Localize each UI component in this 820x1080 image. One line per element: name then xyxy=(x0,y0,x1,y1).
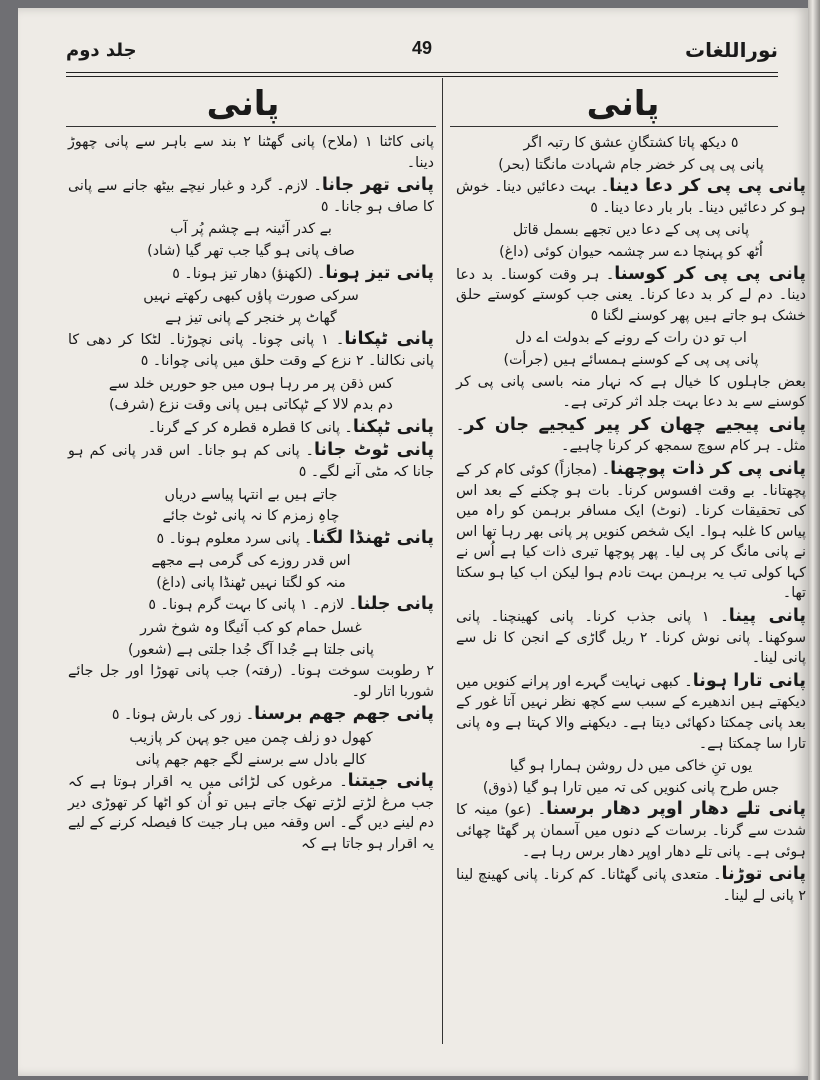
entry-term: پانی جلنا xyxy=(357,594,434,615)
verse-line: غسل حمام کو کب آئیگا وہ شوخ شرر xyxy=(140,620,362,637)
verse-line: یوں تنِ خاکی میں دل روشن ہمارا ہو گیا xyxy=(509,758,753,775)
entry-definition: ۔ (مجازاً) کوئی کام کر کے پچھتانا۔ بے وقت افسوس کرنا۔ بات ہو چکنے کے بعد اس کی تحقیقات کرنا۔ (نوٹ) ایک مسافر برہمن کو راہ میں پیاس کا غلبہ ہوا۔ ایک شخص کنویں پر پانی بھر رہا تھا اس نے پانی مانگ کر پی لیا۔ پھر پوچھا تیری ذات کیا ہے اُس نے کہا کولی تب یہ برہمن بہت نادم ہوا لیکن اب کیا ہو سکتا تھا۔ xyxy=(456,461,806,602)
entry-term: پانی ٹپکانا xyxy=(344,329,434,350)
left-column-heading: پانی xyxy=(206,84,280,124)
entry-term: پانی پی کر ذات پوچھنا xyxy=(610,458,806,479)
dictionary-entry xyxy=(68,263,434,285)
verse-line: چاہِ زمزم کا نہ پانی ٹوٹ جائے xyxy=(162,508,340,525)
verse-line: جس طرح پانی کنویں کی تہ میں تارا ہو گیا (ذوق) xyxy=(482,779,780,796)
entry-term: پانی تھر جانا xyxy=(321,175,434,196)
verse-line: صاف پانی ہو گیا جب تھر گیا (شاد) xyxy=(147,242,355,259)
dictionary-entry xyxy=(68,417,434,439)
entry-definition: ۔ لازم۔ گرد و غبار نیچے بیٹھ جانے سے پانی کا صاف ہو جانا۔ ٥ xyxy=(68,178,434,215)
verse-line: کھول دو زلف چمن میں جو پہن کر پازیب xyxy=(129,730,373,747)
dictionary-entry xyxy=(68,175,434,217)
page-header xyxy=(66,36,778,70)
dictionary-entry xyxy=(68,440,434,482)
dictionary-page xyxy=(18,8,808,1076)
entry-term: پانی پی پی کر دعا دینا xyxy=(609,176,806,197)
entry-definition: ۔ پانی سرد معلوم ہونا۔ ٥ xyxy=(156,530,313,547)
right-column xyxy=(456,132,806,908)
right-column-heading: پانی xyxy=(586,84,660,124)
verse-line: پانی پی پی کے کوسنے ہمسائے ہیں (جرأت) xyxy=(503,351,759,368)
dictionary-entry xyxy=(68,528,434,550)
entry-term: پانی توڑنا xyxy=(721,864,806,885)
dictionary-entry xyxy=(456,415,806,457)
book-title: نوراللغات xyxy=(685,38,778,62)
verse-line: منہ کو لگتا نہیں ٹھنڈا پانی (داغ) xyxy=(156,574,346,591)
verse-line: پانی پی پی کر خضر جام شہادت مانگتا (بحر) xyxy=(498,156,764,173)
entry-term: پانی جھم جھم برسنا xyxy=(254,704,434,725)
entry-definition: ۔ پانی کم ہو جانا۔ اس قدر پانی کم ہو جانا کہ مٹی آنے لگے۔ ٥ xyxy=(68,443,434,480)
entry-definition: ۔ ہر وقت کوسنا۔ بد دعا دینا۔ دم لے کر بد دعا کرنا۔ یعنی جب کوستے کوستے حلق خشک ہو جاتے ہیں پھر کوسنے لگنا ٥ xyxy=(456,266,806,324)
entry-term: پانی ٹوٹ جانا xyxy=(313,440,434,461)
dictionary-entry xyxy=(456,176,806,218)
entry-term: پانی ٹھنڈا لگنا xyxy=(312,527,434,548)
entry-term: پانی پی پی کر کوسنا xyxy=(614,263,806,284)
verse-line: جاتے ہیں بے انتہا پیاسے دریاں xyxy=(164,486,338,503)
entry-definition: ۔ مثل۔ ہر کام سوچ سمجھ کر کرنا چاہیے۔ xyxy=(456,417,806,455)
entry-definition: ۔ مرغوں کی لڑائی میں یہ اقرار ہوتا ہے کہ جب مرغ لڑتے لڑتے تھک جاتے ہیں تو اُن کو اٹھا کر تھوڑی دیر دم لینے دیں گے۔ اس وقفہ میں ہار جیت کا فیصلہ کرنے کے لیے یہ اقرار ہو جاتا ہے کہ xyxy=(68,774,434,852)
entry-definition: ۔ (عو) مینہ کا شدت سے گرنا۔ برسات کے دنوں میں آسمان پر گھٹا چھائی ہوئی ہے۔ پانی تلے دھار اوپر دھار برس رہا ہے۔ xyxy=(456,802,806,860)
verse-line: پانی پی پی کے دعا دیں تجھے بسمل قاتل xyxy=(512,222,750,239)
entry-term: پانی پینا xyxy=(728,606,806,627)
entry-definition: ۔ پانی کا قطرہ قطرہ کر کے گرنا۔ xyxy=(147,419,353,436)
verse-line: کس ذقن پر مر رہا ہوں میں جو حوریں خلد سے xyxy=(108,375,394,392)
left-column xyxy=(68,132,434,857)
entry-definition: ۔ متعدی پانی گھٹانا۔ کم کرنا۔ پانی کھینچ لینا ٢ پانی لے لینا۔ xyxy=(456,867,806,904)
entry-text: ٢ رطوبت سوخت ہونا۔ (رفتہ) جب پانی تھوڑا اور جل جائے شوربا اتار لو۔ xyxy=(68,663,434,700)
header-rule-top xyxy=(66,72,778,73)
page-edge xyxy=(808,0,820,1080)
entry-definition: ۔ زور کی بارش ہونا۔ ٥ xyxy=(111,707,255,724)
entry-definition: ۔ ١ پانی جذب کرنا۔ پانی کھینچنا۔ پانی سوکھنا۔ پانی نوش کرنا۔ ٢ ریل گاڑی کے انجن کا نل سے پانی لینا۔ xyxy=(456,609,806,667)
entry-definition: ۔ (لکھنؤ) دھار تیز ہونا۔ ٥ xyxy=(172,265,326,282)
dictionary-entry xyxy=(456,671,806,754)
verse-line: پانی جلتا ہے جُدا آگ جُدا جلتی ہے (شعور) xyxy=(128,641,374,658)
dictionary-entry xyxy=(456,459,806,604)
verse-line: سرکی صورت پاؤں کبھی رکھتے نہیں xyxy=(143,288,359,305)
header-rule-bottom xyxy=(66,76,778,77)
column-divider xyxy=(442,78,443,1044)
verse-line: دم بدم لالا کے ٹپکاتی ہیں پانی وقت نزع (شرف) xyxy=(108,397,394,414)
left-heading-rule xyxy=(66,126,436,127)
right-heading-rule xyxy=(450,126,778,127)
dictionary-entry xyxy=(68,771,434,854)
entry-text: پانی کاٹنا ١ (ملاح) پانی گھٹنا ٢ بند سے باہر سے پانی چھوڑ دینا۔ xyxy=(68,134,434,171)
entry-term: پانی ٹپکنا xyxy=(352,416,434,437)
dictionary-entry xyxy=(456,799,806,862)
dictionary-entry xyxy=(68,704,434,726)
entry-term: پانی پیجیے چھان کر پیر کیجیے جان کر xyxy=(464,414,806,435)
verse-line: کالے بادل سے برسنے لگے جھم جھم پانی xyxy=(135,751,367,768)
verse-line: اب تو دن رات کے رونے کے بدولت اے دل xyxy=(515,330,747,347)
entry-term: پانی تیز ہونا xyxy=(325,262,434,283)
verse-line: بے کدر آئینہ ہے چشم پُر آب xyxy=(170,221,332,238)
verse-line: اس قدر روزے کی گرمی ہے مجھے xyxy=(151,553,351,570)
entry-text: بعض جاہلوں کا خیال ہے کہ نہار منہ باسی پانی پی کر کوسنے سے بد دعا بہت جلد اثر کرتی ہے۔ xyxy=(456,373,806,411)
entry-term: پانی تلے دھار اوپر دھار برسنا xyxy=(546,799,806,820)
page-number: 49 xyxy=(411,38,433,58)
verse-line: گھاٹ پر خنجر کے پانی تیز ہے xyxy=(165,309,337,326)
entry-definition: ۔ بہت دعائیں دینا۔ خوش ہو کر دعائیں دینا۔ بار بار دعا دینا۔ ٥ xyxy=(456,179,806,216)
entry-definition: ۔ لازم۔ ١ پانی کا بہت گرم ہونا۔ ٥ xyxy=(148,597,358,614)
entry-term: پانی تارا ہونا xyxy=(692,670,807,691)
dictionary-entry xyxy=(68,329,434,371)
volume-label: جلد دوم xyxy=(66,40,137,61)
verse-line: ٥ دیکھ پاتا کشتگانِ عشق کا رتبہ اگر xyxy=(523,135,739,151)
dictionary-entry xyxy=(456,864,806,906)
entry-definition: ۔ ١ پانی چونا۔ پانی نچوڑنا۔ لٹکا کر دھی کا پانی نکالنا۔ ٢ نزع کے وقت حلق میں پانی چوانا۔ ٥ xyxy=(68,332,434,369)
entry-definition: ۔ کبھی نہایت گہرے اور پرانے کنویں میں دیکھتے ہیں اندھیرے کے سبب سے کچھ نظر نہیں آتا غور کے بعد پانی چمکتا دکھائی دیتا ہے۔ دیکھنے والا کہتا ہے وہ پانی تارا سا چمکتا ہے۔ xyxy=(456,673,806,752)
entry-term: پانی جیتنا xyxy=(347,771,434,792)
dictionary-entry xyxy=(68,594,434,616)
verse-line: اُٹھ کو پہنچا دے سر چشمہ حیوان کوئی (داغ) xyxy=(499,243,763,260)
dictionary-entry xyxy=(456,264,806,327)
dictionary-entry xyxy=(456,606,806,669)
